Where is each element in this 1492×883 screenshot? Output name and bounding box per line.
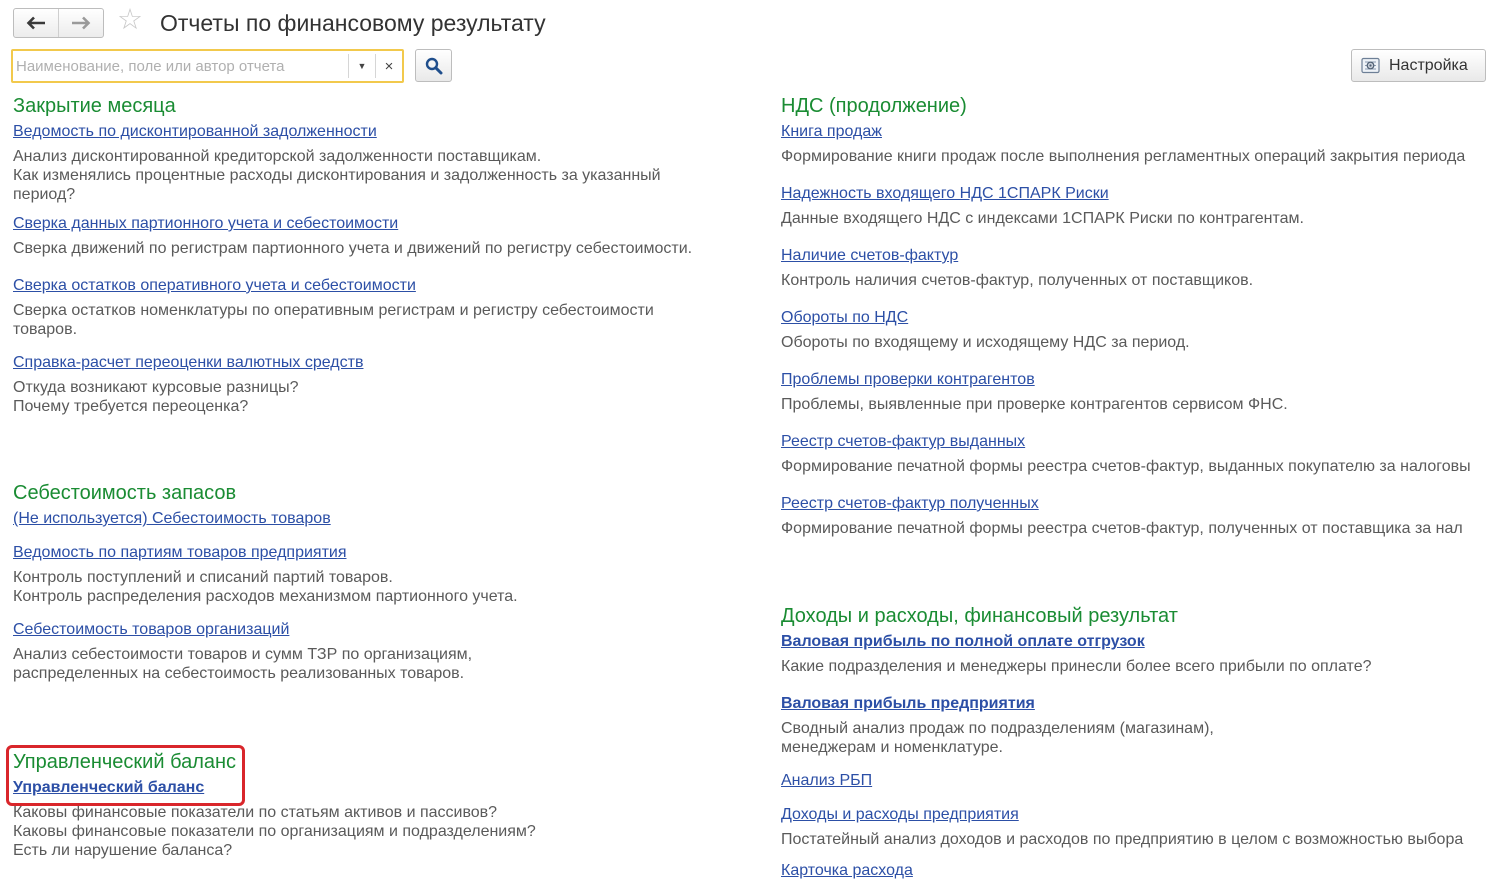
star-icon[interactable]: ☆: [117, 4, 143, 36]
report-item: [781, 182, 1492, 228]
report-description: Анализ себестоимости товаров и сумм ТЗР по организациям, распределенных на себестоимость реализованных товаров.: [13, 646, 473, 682]
report-description: Откуда возникают курсовые разницы? Почему требуется переоценка?: [13, 379, 299, 415]
report-link[interactable]: Анализ РБП: [781, 772, 873, 789]
right-column: [781, 92, 1492, 883]
navigation-buttons: [13, 8, 104, 38]
report-description: Постатейный анализ доходов и расходов по предприятию в целом с возможностью выбора: [781, 831, 1464, 848]
report-item: [781, 630, 1492, 676]
report-description: Контроль наличия счетов-фактур, полученных от поставщиков.: [781, 272, 1254, 289]
report-item: [781, 492, 1492, 538]
report-link[interactable]: Наличие счетов-фактур: [781, 247, 959, 264]
report-link[interactable]: Справка-расчет переоценки валютных средств: [13, 354, 364, 371]
report-item: [13, 507, 743, 531]
highlight-frame: [6, 745, 245, 806]
report-link[interactable]: Валовая прибыль по полной оплате отгрузок: [781, 633, 1145, 650]
report-description: Какие подразделения и менеджеры принесли более всего прибыли по оплате?: [781, 658, 1372, 675]
section-inventory-cost: [13, 479, 743, 683]
report-link[interactable]: Доходы и расходы предприятия: [781, 806, 1019, 823]
report-description: Обороты по входящему и исходящему НДС за период.: [781, 334, 1190, 351]
report-item: [781, 859, 1492, 883]
section-vat-continued: [781, 92, 1492, 538]
report-link[interactable]: Книга продаж: [781, 123, 882, 140]
report-link[interactable]: Обороты по НДС: [781, 309, 909, 326]
report-link[interactable]: Реестр счетов-фактур выданных: [781, 433, 1026, 450]
report-link[interactable]: Надежность входящего НДС 1СПАРК Риски: [781, 185, 1109, 202]
section-month-close: [13, 92, 743, 416]
report-item: [781, 692, 1492, 757]
report-link[interactable]: (Не используется) Себестоимость товаров: [13, 510, 331, 527]
report-link[interactable]: Себестоимость товаров организаций: [13, 621, 290, 638]
report-item: [13, 618, 743, 683]
section-title: Закрытие месяца: [13, 95, 176, 117]
report-item: [13, 274, 743, 339]
report-item: [781, 769, 1492, 793]
settings-button-label: Настройка: [1389, 56, 1468, 74]
report-description: Формирование печатной формы реестра счетов-фактур, выданных покупателю за налоговы: [781, 458, 1471, 475]
report-description: Сверка остатков номенклатуры по оперативным регистрам и регистру себестоимости товаров.: [13, 302, 654, 338]
report-item: [13, 120, 743, 204]
report-item: [781, 803, 1492, 849]
report-link[interactable]: Ведомость по дисконтированной задолженности: [13, 123, 377, 140]
search-button[interactable]: [415, 49, 452, 82]
section-income-expenses: [781, 602, 1492, 883]
settings-button[interactable]: [1351, 49, 1486, 82]
report-link[interactable]: Реестр счетов-фактур полученных: [781, 495, 1039, 512]
settings-icon: [1361, 57, 1380, 74]
report-link[interactable]: Управленческий баланс: [13, 779, 205, 796]
page-title: Отчеты по финансовому результату: [160, 10, 546, 36]
report-link[interactable]: Проблемы проверки контрагентов: [781, 371, 1035, 388]
back-button[interactable]: [14, 9, 58, 37]
close-icon[interactable]: ×: [375, 54, 402, 78]
report-description: Сводный анализ продаж по подразделениям (магазинам), менеджерам и номенклатуре.: [781, 720, 1214, 756]
report-link[interactable]: Валовая прибыль предприятия: [781, 695, 1035, 712]
forward-button[interactable]: [58, 9, 103, 37]
search-icon: [425, 57, 443, 75]
report-description: Анализ дисконтированной кредиторской задолженности поставщикам. Как изменялись процентные расходы дисконтирования и задолженность за указанный период?: [13, 148, 661, 203]
report-item: [781, 368, 1492, 414]
report-item: [781, 244, 1492, 290]
arrow-right-icon: [71, 16, 91, 30]
report-description: Данные входящего НДС с индексами 1СПАРК Риски по контрагентам.: [781, 210, 1304, 227]
report-description: Проблемы, выявленные при проверке контрагентов сервисом ФНС.: [781, 396, 1288, 413]
report-link[interactable]: Ведомость по партиям товаров предприятия: [13, 544, 347, 561]
report-item: [781, 306, 1492, 352]
chevron-down-icon[interactable]: ▼: [348, 54, 375, 78]
search-field[interactable]: [11, 49, 404, 83]
report-item: [13, 351, 743, 416]
report-link[interactable]: Карточка расхода: [781, 862, 913, 879]
report-description: Контроль поступлений и списаний партий товаров. Контроль распределения расходов механизмом партионного учета.: [13, 569, 518, 605]
report-item: [13, 541, 743, 606]
section-title: Себестоимость запасов: [13, 482, 237, 504]
report-item: [781, 120, 1492, 166]
report-description: Формирование печатной формы реестра счетов-фактур, полученных от поставщика за нал: [781, 520, 1463, 537]
report-link[interactable]: Сверка данных партионного учета и себестоимости: [13, 215, 399, 232]
section-title: Управленческий баланс: [13, 751, 237, 773]
report-item: [781, 430, 1492, 476]
section-title: Доходы и расходы, финансовый результат: [781, 605, 1178, 627]
report-item: [13, 212, 743, 258]
arrow-left-icon: [26, 16, 46, 30]
search-input[interactable]: [16, 55, 346, 77]
section-title: НДС (продолжение): [781, 95, 967, 117]
report-description: Формирование книги продаж после выполнения регламентных операций закрытия периода: [781, 148, 1466, 165]
report-link[interactable]: Сверка остатков оперативного учета и себестоимости: [13, 277, 416, 294]
report-description: Сверка движений по регистрам партионного учета и движений по регистру себестоимости.: [13, 240, 693, 257]
report-description: Каковы финансовые показатели по статьям активов и пассивов? Каковы финансовые показатели по организациям и подразделениям? Есть ли нарушение баланса?: [13, 804, 536, 859]
